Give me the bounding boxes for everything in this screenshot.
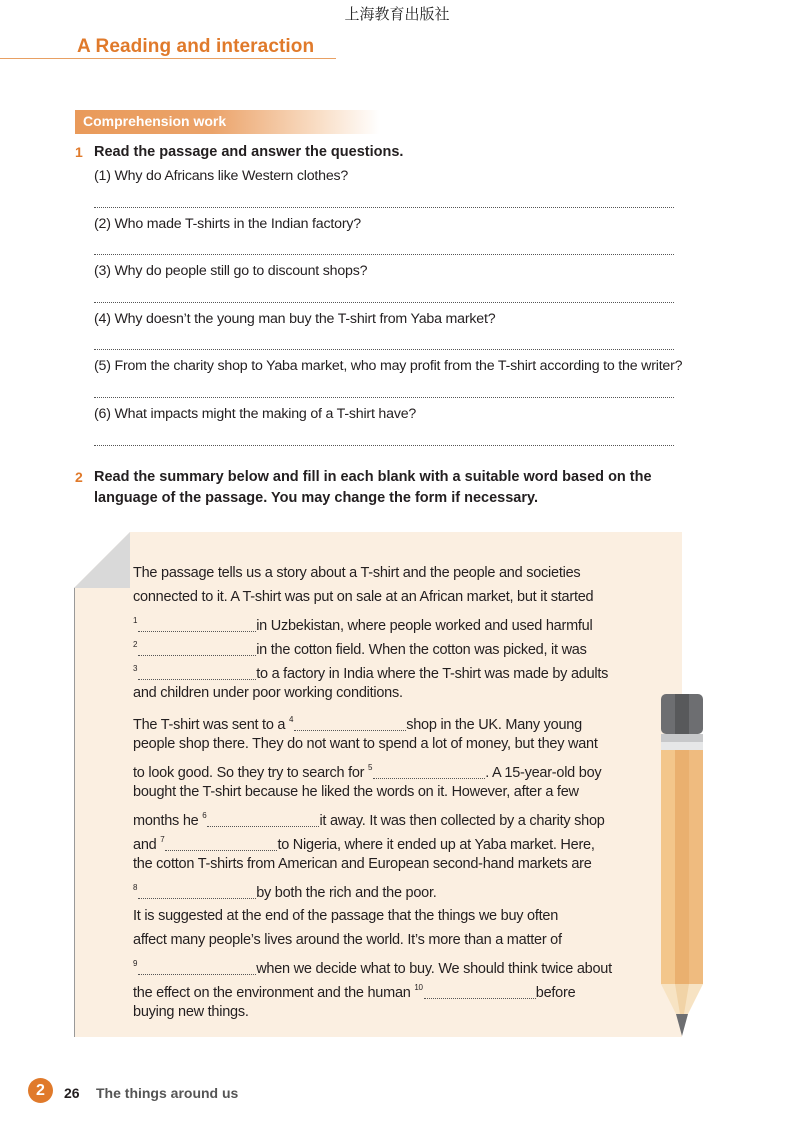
summary-text: . A 15-year-old boy (485, 765, 602, 781)
blank-7[interactable] (165, 836, 277, 851)
blank-10[interactable] (424, 984, 536, 999)
answer-line-5[interactable] (94, 397, 674, 398)
summary-text: to a factory in India where the T-shirt was made by adults (256, 666, 609, 682)
summary-line (133, 876, 605, 900)
summary-text: by both the rich and the poor. (256, 885, 437, 901)
question-1-item-3: (3) Why do people still go to discount shops? (94, 263, 368, 279)
summary-line: the cotton T-shirts from American and European second-hand markets are (133, 856, 592, 872)
pencil-body-facet (675, 750, 689, 984)
summary-card-edge (74, 532, 75, 1037)
summary-line: bought the T-shirt because he liked the words on it. However, after a few (133, 784, 579, 800)
summary-line: buying new things. (133, 1004, 249, 1020)
summary-line: It is suggested at the end of the passage that the things we buy often (133, 908, 559, 924)
summary-paragraph-3 (133, 904, 612, 1024)
pencil-ferrule-band (661, 742, 703, 750)
question-1-item-5: (5) From the charity shop to Yaba market, who may profit from the T-shirt according to the writer? (94, 358, 683, 374)
summary-text: months he (133, 813, 199, 829)
pencil-eraser-shade (675, 694, 689, 734)
blank-number: 3 (133, 664, 138, 673)
blank-5[interactable] (373, 764, 485, 779)
summary-line: The passage tells us a story about a T-shirt and the people and societies (133, 565, 581, 581)
summary-line (133, 976, 612, 1000)
answer-line-6[interactable] (94, 445, 674, 446)
pencil-icon (660, 694, 704, 1036)
subheader-label: Comprehension work (83, 113, 227, 129)
blank-number: 1 (133, 616, 138, 625)
question-2-instruction (94, 467, 652, 509)
blank-number: 8 (133, 883, 138, 892)
summary-paragraph-1 (133, 561, 608, 705)
summary-text: in the cotton field. When the cotton was picked, it was (256, 642, 587, 658)
summary-line: affect many people’s lives around the world. It’s more than a matter of (133, 932, 562, 948)
publisher-name: 上海教育出版社 (344, 5, 450, 23)
summary-text: the effect on the environment and the human (133, 985, 411, 1001)
summary-text: and (133, 837, 157, 853)
blank-8[interactable] (138, 884, 256, 899)
pencil-body-facet-right (689, 750, 703, 984)
blank-number: 6 (202, 811, 207, 820)
blank-number: 2 (133, 640, 138, 649)
blank-9[interactable] (138, 960, 256, 975)
summary-line: and children under poor working conditions. (133, 685, 403, 701)
unit-title: The things around us (96, 1085, 239, 1101)
pencil-lead (676, 1014, 688, 1036)
blank-4[interactable] (294, 716, 406, 731)
answer-line-3[interactable] (94, 302, 674, 303)
unit-number-badge: 2 (28, 1078, 53, 1103)
summary-line (133, 657, 608, 681)
summary-line (133, 609, 608, 633)
blank-2[interactable] (138, 641, 256, 656)
pencil-ferrule (661, 734, 703, 742)
summary-line (133, 633, 608, 657)
blank-number: 9 (133, 959, 138, 968)
blank-3[interactable] (138, 665, 256, 680)
answer-line-4[interactable] (94, 349, 674, 350)
question-1-item-2: (2) Who made T-shirts in the Indian factory? (94, 216, 361, 232)
summary-line: people shop there. They do not want to spend a lot of money, but they want (133, 736, 598, 752)
question-1-item-4: (4) Why doesn’t the young man buy the T-shirt from Yaba market? (94, 311, 496, 327)
question-2-number: 2 (75, 469, 83, 485)
summary-line (133, 828, 605, 852)
question-1-number: 1 (75, 144, 83, 160)
answer-line-1[interactable] (94, 207, 674, 208)
summary-paragraph-2 (133, 708, 605, 900)
section-rule (0, 58, 336, 59)
blank-number: 4 (289, 715, 294, 724)
summary-line (133, 804, 605, 828)
question-1-item-6: (6) What impacts might the making of a T-shirt have? (94, 406, 417, 422)
question-2-instruction-line-1: Read the summary below and fill in each blank with a suitable word based on the (94, 469, 652, 485)
blank-number: 5 (368, 763, 373, 772)
section-title: A Reading and interaction (77, 36, 315, 57)
summary-text: before (535, 985, 576, 1001)
blank-number: 10 (414, 983, 423, 992)
summary-text: it away. It was then collected by a charity shop (319, 813, 605, 829)
page-number: 26 (64, 1085, 80, 1101)
blank-number: 7 (160, 835, 165, 844)
summary-text: shop in the UK. Many young (406, 717, 582, 733)
question-1-instruction: Read the passage and answer the questions. (94, 144, 404, 160)
blank-6[interactable] (207, 812, 319, 827)
summary-line (133, 756, 605, 780)
answer-line-2[interactable] (94, 254, 674, 255)
summary-line (133, 952, 612, 976)
summary-text: to Nigeria, where it ended up at Yaba market. Here, (277, 837, 595, 853)
question-2-instruction-line-2: language of the passage. You may change the form if necessary. (94, 490, 538, 506)
subheader-bar (75, 110, 380, 134)
summary-line: connected to it. A T-shirt was put on sale at an African market, but it started (133, 589, 594, 605)
summary-text: in Uzbekistan, where people worked and used harmful (256, 618, 593, 634)
question-1-item-1: (1) Why do Africans like Western clothes? (94, 168, 349, 184)
summary-line (133, 708, 605, 732)
blank-1[interactable] (138, 617, 256, 632)
summary-text: when we decide what to buy. We should think twice about (256, 961, 612, 977)
summary-text: The T-shirt was sent to a (133, 717, 286, 733)
summary-text: to look good. So they try to search for (133, 765, 365, 781)
